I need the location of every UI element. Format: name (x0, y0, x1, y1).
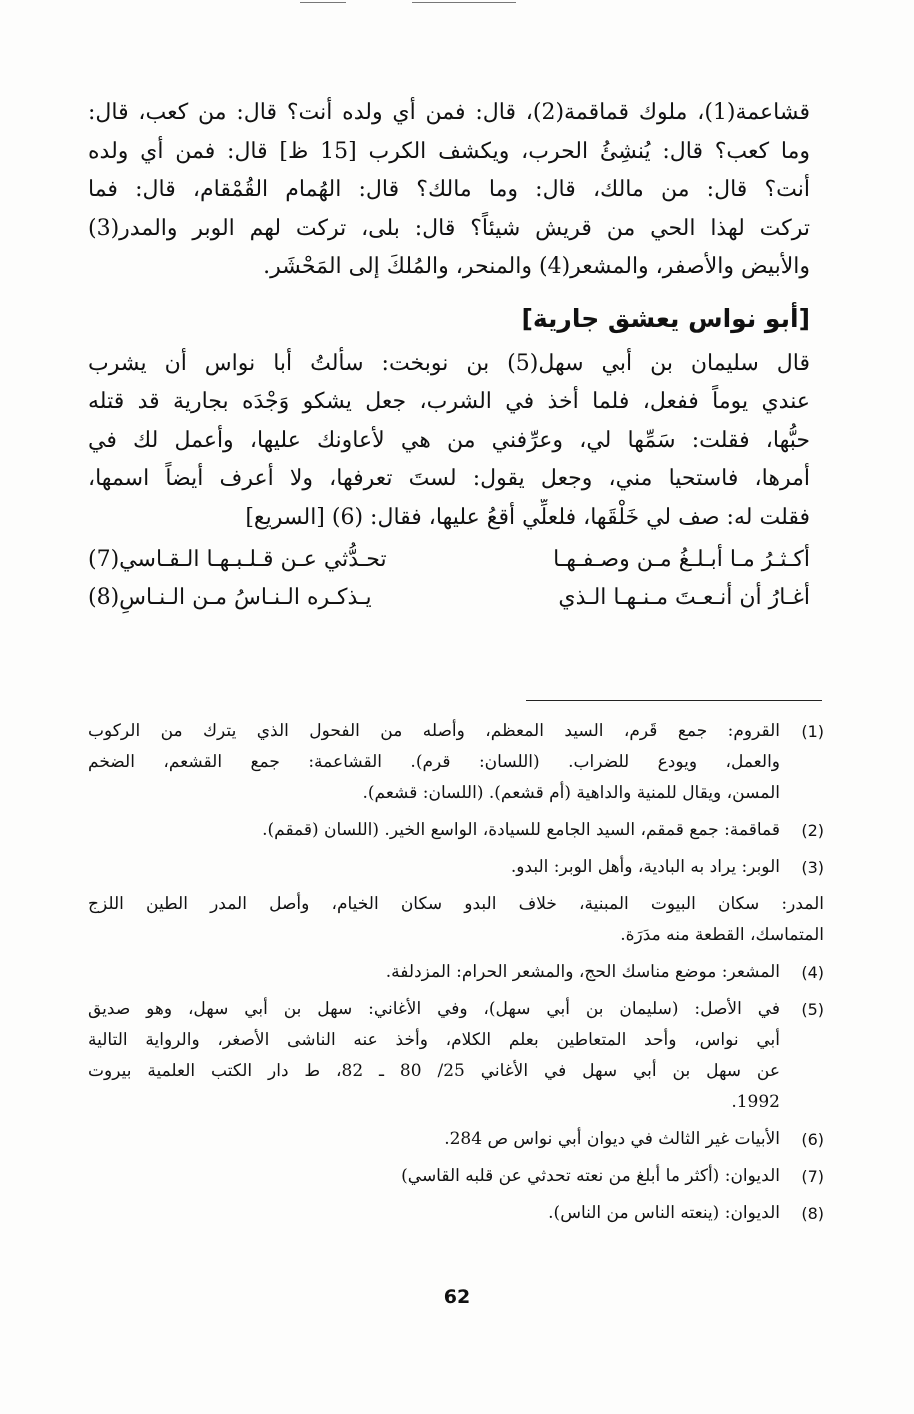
footnote-line: الديوان: (ينعته الناس من الناس). (548, 1203, 780, 1223)
footnote-separator (526, 700, 822, 701)
footnote-line: المدر: سكان البيوت المبنية، خلاف البدو سكان الخيام، وأصل المدر الطين اللزج (88, 894, 824, 914)
verse (88, 541, 810, 579)
text-line: تركت لهذا الحي من قريش شيئاً؟ قال: بلى، تركت لهم الوبر والمدر(3) (88, 215, 810, 241)
footnote-line: الديوان: (أكثر ما أبلغ من نعته تحدثي عن قلبه القاسي) (401, 1166, 780, 1186)
verse-first-hemistich: أغـارُ أن أنـعـتَ مـنـهـا الـذي (558, 585, 810, 610)
footnote-number: (6) (801, 1130, 824, 1149)
verse-second-hemistich: تحـدُّثي عـن قـلـبـهـا الـقـاسي(7) (88, 547, 387, 572)
footnote-continuation (88, 889, 824, 951)
footnote-line: القروم: جمع قَرم، السيد المعظم، وأصله من الفحول الذي يترك من الركوب (88, 721, 780, 741)
story-line: عندي يوماً ففعل، فلما أخذ في الشرب، جعل يشكو وَجْدَه بجارية قد قتله (88, 389, 810, 414)
poem (88, 541, 810, 617)
story-line: أمرها، فاستحيا مني، وجعل يقول: لستَ تعرفها، ولا أعرف أيضاً اسمها، (88, 466, 810, 491)
footnote-line: المسن، ويقال للمنية والداهية (أم قشعم). (اللسان: قشعم). (362, 783, 780, 803)
footnote-number: (3) (801, 858, 824, 877)
footnote (88, 815, 824, 846)
footnote-line: قماقمة: جمع قمقم، السيد الجامع للسيادة، الواسع الخير. (اللسان (قمقم). (262, 820, 780, 840)
footnote (88, 994, 824, 1118)
verse (88, 579, 810, 617)
story-line: فقلت له: صف لي خَلْقَها، فلعلِّي أقعُ عليها، فقال: (6) [السريع] (245, 504, 810, 530)
story-line: حبُّها، فقلت: سَمِّها لي، وعرِّفني من هي لأعاونك عليها، وأعمل لك في (88, 427, 810, 453)
footnote-line: أبي نواس، وأحد المتعاطين بعلم الكلام، وأخذ عنه الناشى الأصغر، والرواية التالية (88, 1030, 780, 1050)
section-heading: [أبو نواس يعشق جارية] (521, 303, 810, 333)
footnote-number: (5) (801, 1000, 824, 1019)
footnote (88, 852, 824, 883)
footnote (88, 716, 824, 809)
footnote-number: (8) (801, 1204, 824, 1223)
footnote (88, 1161, 824, 1192)
footnote-line: المتماسك، القطعة منه مدَرَة. (620, 925, 824, 945)
verse-first-hemistich: أكـثـرُ مـا أبـلـغُ مـن وصـفـهـا (553, 547, 810, 572)
footnote-line: والعمل، ويودع للضراب. (اللسان: قرم). القشاعمة: جمع القشعم، الضخم (88, 752, 780, 772)
footnote (88, 1198, 824, 1229)
footnotes (88, 716, 824, 1235)
text-line: وما كعب؟ قال: يُنشِئُ الحرب، ويكشف الكرب [15 ظ] قال: فمن أي ولده (88, 138, 810, 164)
footnote (88, 1124, 824, 1155)
footnote-number: (2) (801, 821, 824, 840)
verse-second-hemistich: يـذكـره الـنـاسُ مـن الـنـاسِ(8) (88, 585, 372, 610)
footnote-line: عن سهل بن أبي سهل في الأغاني 25/ 80 ـ 82، ط دار الكتب العلمية بيروت (88, 1061, 780, 1081)
footnote (88, 957, 824, 988)
footnote-line: الأبيات غير الثالث في ديوان أبي نواس ص 284. (444, 1129, 780, 1149)
footnote-line: في الأصل: (سليمان بن أبي سهل)، وفي الأغاني: سهل بن أبي سهل، وهو صديق (88, 999, 780, 1019)
footnote-line: المشعر: موضع مناسك الحج، والمشعر الحرام: المزدلفة. (385, 962, 780, 982)
footnote-number: (4) (801, 963, 824, 982)
footnote-number: (1) (801, 722, 824, 741)
main-text (88, 94, 810, 617)
top-rule-right (412, 2, 516, 3)
text-line: أنت؟ قال: من مالك، قال: وما مالك؟ قال: الهُمام القُمْقام، قال: فما (88, 177, 810, 202)
footnote-number: (7) (801, 1167, 824, 1186)
top-rule-left (300, 2, 346, 3)
footnote-line: الوبر: يراد به البادية، وأهل الوبر: البدو. (510, 857, 780, 877)
text-line: والأبيض والأصفر، والمشعر(4) والمنحر، والمُلكَ إلى المَحْشَر. (263, 254, 810, 279)
page-number: 62 (443, 1286, 471, 1308)
story-line: قال سليمان بن أبي سهل(5) بن نوبخت: سألتُ أبا نواس أن يشرب (88, 350, 810, 376)
text-line: قشاعمة(1)، ملوك قماقمة(2)، قال: فمن أي ولده أنت؟ قال: من كعب، قال: (88, 100, 810, 125)
footnote-line: 1992. (731, 1092, 780, 1112)
